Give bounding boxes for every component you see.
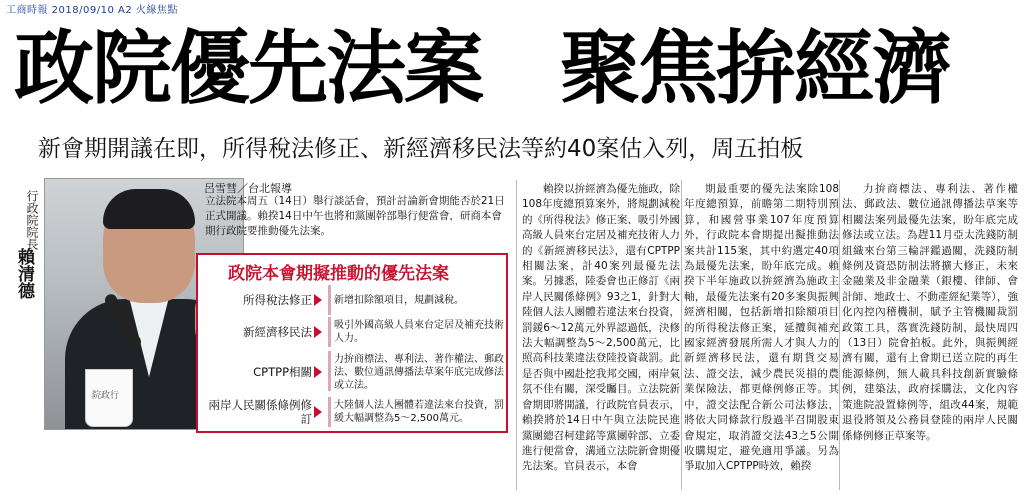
box-row-text: 大陸個人法人團體若違法來台投資，罰緩大幅調整為5～2,500萬元。	[334, 400, 504, 424]
article-text: 期最重要的優先法案除108年度總預算，前瞻第二期特別預算，和國營事業107年度預算外，行政院本會期提出擬推動法案共計115案，其中約選定40項為最優先法案，盼年底完成。賴揆下半年施政以拚經濟為施政主軸，最優先法案有20多案與振興經濟相關，包括新增扣除額項目的所得稅法修正案，延攬與補充國家經濟發展所需人才與人力的新經濟移民法，還有期貨交易法、證交法，減少農民災損的農業保險法，都更條例修正等。其中，證交法配合新公司法修法，將依大同條款行殷過半召開股東會規定，取消證交法43之5公開收購規定，避免適用爭議。另為爭取加入CPTPP時效，賴揆	[684, 183, 839, 473]
cup-icon	[85, 369, 133, 427]
box-row-text: 吸引外國高級人員來台定居及補充技術人力。	[334, 320, 504, 344]
box-row-label: CPTPP相關	[204, 357, 322, 387]
box-row-divider	[328, 317, 331, 347]
box-row-divider	[328, 351, 331, 391]
box-row-label: 兩岸人民關係條例修訂	[204, 397, 322, 427]
box-row	[204, 285, 504, 317]
cup-label: 院政行	[92, 391, 120, 401]
box-row-label: 所得稅法修正	[204, 285, 322, 315]
article-column-1	[522, 182, 680, 475]
box-row-text: 新增扣除額項目，規劃減稅。	[334, 295, 464, 306]
box-row	[204, 397, 504, 429]
article-column-2	[684, 182, 839, 475]
box-row-label: 新經濟移民法	[204, 317, 322, 347]
article-text: 力拚商標法、專利法、著作權法、郵政法、數位通訊傳播法草案等相關法案列最優先法案，盼年底完成修法或立法。為趕11月亞太洗錢防制組織來台第三輪評鑑過關，洗錢防制條例及資恐防制法將擴大修正，未來金融業及非金融業（銀樓、律師、會計師、地政士、不動產經紀業等），強化內控內稽機制，賦予主管機關裁罰政策工具，落實洗錢防制，最快周四（13日）院會拍板。此外，與振興經濟有關，還有上會期已送立院的再生能源條例，無人載具科技創新實驗條例，建築法，政府採購法，文化內容策進院設置條例等，組改44案，規範退役將領及公務員登陸的兩岸人民關係條例修正草案等。	[842, 183, 1018, 442]
photo-hair	[103, 189, 195, 229]
photo-caption-name: 賴清德	[14, 248, 34, 299]
headline: 政院優先法案 聚焦拚經濟	[14, 22, 950, 115]
column-divider	[681, 180, 682, 490]
masthead: 工商時報 2018/09/10 A2 火線焦點	[6, 5, 178, 16]
box-title: 政院本會期擬推動的優先法案	[228, 264, 449, 284]
column-divider	[516, 180, 517, 490]
box-row-divider	[328, 397, 331, 427]
box-row	[204, 351, 504, 393]
lead-paragraph: 立法院本周五（14日）舉行談話會，預計討論新會期能否於21日正式開議。賴揆14日中午也將和黨團幹部舉行便當會，研商本會期行政院要推動優先法案。	[205, 195, 505, 237]
priority-bills-box	[196, 253, 508, 433]
box-row-text: 力拚商標法、專利法、著作權法、郵政法、數位通訊傳播法草案年底完成修法或立法。	[334, 354, 504, 391]
subheadline: 新會期開議在即，所得稅法修正、新經濟移民法等約40案估入列，周五拍板	[38, 136, 804, 162]
column-divider	[839, 180, 840, 490]
byline: 呂雪彗／台北報導	[204, 182, 292, 195]
article-text: 賴揆以拚經濟為優先施政，除108年度總預算案外，將規劃減稅的《所得稅法》修正案、吸引外國高級人員來台定居及補充技術人力的《新經濟移民法》，還有CPTPP相關法案，計40案列最優先法案。另據悉，陸委會也正修訂《兩岸人民關係條例》93之1，針對大陸個人法人團體若違法來台投資，罰鍰6～12萬元外界認過低，決修法大幅調整為5～2,500萬元，比照高科技業違法登陸投資裁罰。此是否與中國赴挖我邦交國，兩岸氣氛不佳有關，深受矚目。立法院新會期即將開議，行政院官員表示，賴揆將於14日中午與立法院民進黨團總召柯建銘等黨團幹部、立委進行便當會，溝通立法院新會期優先法案。官員表示，本會	[522, 183, 680, 473]
box-row	[204, 317, 504, 349]
photo-caption-title: 行政院院長	[25, 190, 39, 250]
box-row-divider	[328, 285, 331, 315]
article-column-3	[842, 182, 1018, 444]
